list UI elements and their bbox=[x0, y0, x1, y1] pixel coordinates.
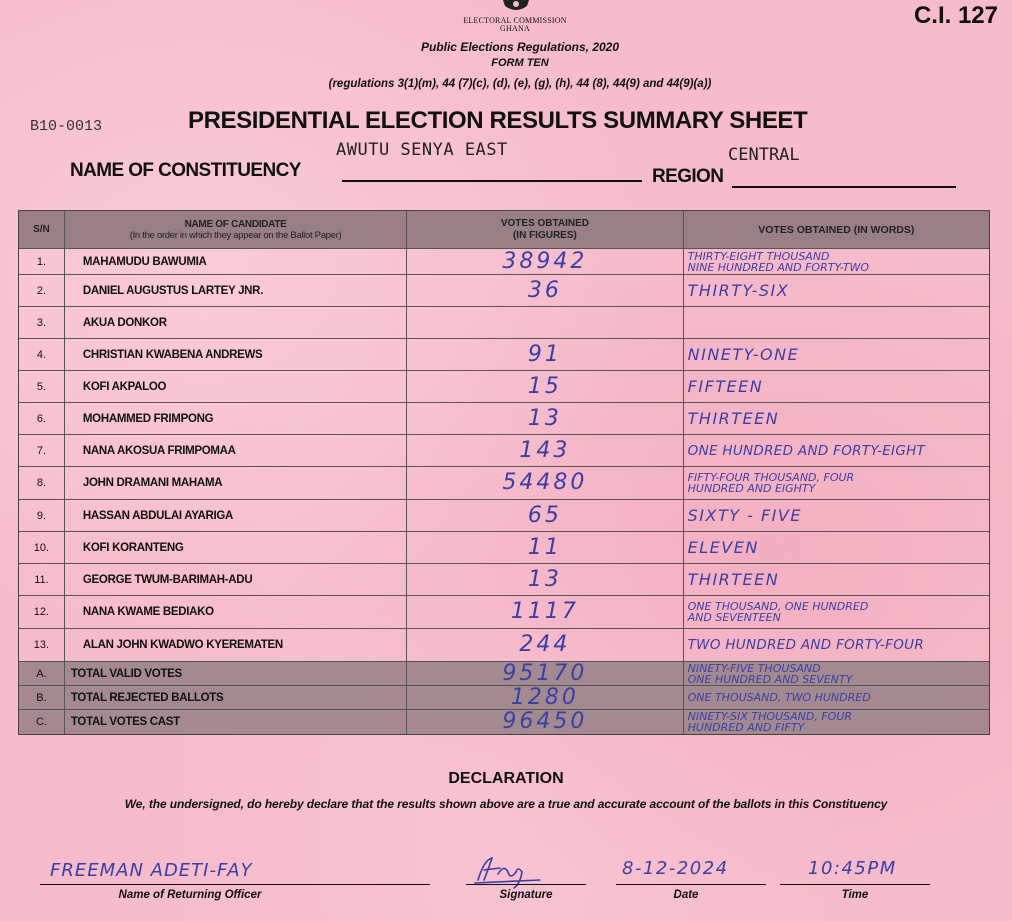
votes-figures-value: 91 bbox=[527, 341, 562, 367]
candidate-header-note: (In the order in which they appear on the Ballot Paper) bbox=[129, 229, 342, 241]
coat-of-arms-icon bbox=[499, 0, 533, 14]
total-label: TOTAL REJECTED BALLOTS bbox=[65, 686, 407, 709]
candidate-name: JOHN DRAMANI MAHAMA bbox=[65, 467, 407, 499]
ci-number: C.I. 127 bbox=[913, 2, 998, 29]
row-number: 7. bbox=[19, 435, 65, 466]
votes-words-line1: ONE THOUSAND, ONE HUNDRED bbox=[687, 600, 869, 613]
region-underline bbox=[732, 186, 956, 188]
votes-figures-value: 15 bbox=[527, 373, 562, 399]
table-body bbox=[19, 249, 989, 661]
row-number: 4. bbox=[19, 339, 65, 370]
votes-words-line2: HUNDRED AND FIFTY bbox=[687, 721, 805, 734]
votes-words-line1: NINETY-SIX THOUSAND, FOUR bbox=[687, 710, 853, 723]
date-line bbox=[616, 884, 766, 885]
votes-words bbox=[684, 662, 989, 685]
row-number: C. bbox=[19, 710, 65, 734]
votes-figures bbox=[407, 662, 683, 685]
constituency-underline bbox=[342, 180, 642, 182]
table-row bbox=[19, 564, 989, 596]
votes-words-line2: AND SEVENTEEN bbox=[687, 611, 781, 624]
votes-words bbox=[684, 564, 989, 595]
table-row bbox=[19, 467, 989, 500]
votes-words-line1: SIXTY - FIVE bbox=[687, 505, 802, 525]
total-label: TOTAL VOTES CAST bbox=[65, 710, 407, 734]
votes-words bbox=[684, 371, 989, 402]
candidate-name: AKUA DONKOR bbox=[65, 307, 407, 338]
returning-officer-label: Name of Returning Officer bbox=[118, 889, 262, 901]
candidate-name: MAHAMUDU BAWUMIA bbox=[65, 249, 407, 274]
candidate-name: HASSAN ABDULAI AYARIGA bbox=[65, 500, 407, 531]
country-label: GHANA bbox=[500, 24, 530, 33]
votes-figures bbox=[407, 249, 683, 274]
votes-words bbox=[684, 629, 989, 661]
table-row bbox=[19, 403, 989, 435]
votes-words-line1: ONE HUNDRED AND FORTY-EIGHT bbox=[687, 442, 926, 459]
results-table bbox=[18, 210, 990, 735]
figures-header-line2: (IN FIGURES) bbox=[512, 229, 577, 241]
time-line bbox=[780, 884, 930, 885]
table-row bbox=[19, 629, 989, 661]
region-field: CENTRAL bbox=[728, 145, 800, 165]
votes-words bbox=[684, 403, 989, 434]
table-row bbox=[19, 500, 989, 532]
row-number: 1. bbox=[19, 249, 65, 274]
votes-figures-value: 1117 bbox=[510, 599, 579, 624]
votes-figures bbox=[407, 467, 683, 499]
table-row bbox=[19, 371, 989, 403]
signature-label: Signature bbox=[499, 889, 553, 901]
votes-figures-value: 13 bbox=[527, 566, 562, 592]
votes-words-line1: THIRTEEN bbox=[687, 569, 780, 589]
votes-words-line2: HUNDRED AND EIGHTY bbox=[687, 482, 816, 495]
votes-words-line1: THIRTEEN bbox=[687, 408, 780, 428]
votes-figures bbox=[407, 629, 683, 661]
row-number: 12. bbox=[19, 596, 65, 628]
row-number: 13. bbox=[19, 629, 65, 661]
votes-words bbox=[684, 500, 989, 531]
votes-figures bbox=[407, 339, 683, 370]
votes-words bbox=[684, 532, 989, 563]
row-number: B. bbox=[19, 686, 65, 709]
votes-figures bbox=[407, 710, 683, 734]
votes-words-line1: THIRTY-EIGHT THOUSAND bbox=[687, 249, 830, 263]
signature-line bbox=[466, 884, 586, 885]
row-number: 2. bbox=[19, 275, 65, 306]
date-label: Date bbox=[673, 889, 699, 901]
votes-words-line1: NINETY-ONE bbox=[687, 344, 800, 364]
votes-figures bbox=[407, 532, 683, 563]
candidate-name: KOFI AKPALOO bbox=[65, 371, 407, 402]
votes-figures bbox=[407, 435, 683, 466]
candidate-name: KOFI KORANTENG bbox=[65, 532, 407, 563]
candidate-name: NANA AKOSUA FRIMPOMAA bbox=[65, 435, 407, 466]
table-row bbox=[19, 435, 989, 467]
table-row bbox=[19, 596, 989, 629]
votes-words bbox=[684, 339, 989, 370]
votes-words-line1: FIFTY-FOUR THOUSAND, FOUR bbox=[687, 471, 855, 484]
row-number: A. bbox=[19, 662, 65, 685]
form-number: FORM TEN bbox=[491, 57, 549, 69]
votes-words-line1: ELEVEN bbox=[687, 537, 759, 557]
votes-words-line1: FIFTEEN bbox=[687, 376, 764, 396]
row-number: 10. bbox=[19, 532, 65, 563]
votes-figures-value: 143 bbox=[519, 437, 571, 463]
votes-figures-value: 95170 bbox=[502, 660, 588, 686]
votes-words bbox=[684, 275, 989, 306]
votes-words-line1: THIRTY-SIX bbox=[687, 280, 790, 300]
column-header-candidate bbox=[65, 211, 407, 248]
votes-figures bbox=[407, 275, 683, 306]
constituency-field: AWUTU SENYA EAST bbox=[336, 140, 508, 160]
table-totals bbox=[19, 661, 989, 734]
table-row bbox=[19, 307, 989, 339]
constituency-label: NAME OF CONSTITUENCY bbox=[70, 160, 301, 181]
votes-figures bbox=[407, 307, 683, 338]
votes-figures-value: 11 bbox=[527, 534, 562, 560]
votes-words-line1: TWO HUNDRED AND FORTY-FOUR bbox=[687, 637, 925, 653]
column-header-words: VOTES OBTAINED (IN WORDS) bbox=[758, 223, 915, 236]
regulations-title: Public Elections Regulations, 2020 bbox=[420, 40, 620, 54]
votes-words bbox=[684, 249, 989, 274]
table-row bbox=[19, 275, 989, 307]
column-header-sn: S/N bbox=[19, 211, 65, 248]
declaration-text: We, the undersigned, do hereby declare that the results shown above are a true and accurate account of the ballots in this Constituency bbox=[124, 797, 888, 811]
candidate-name: ALAN JOHN KWADWO KYEREMATEN bbox=[65, 629, 407, 661]
total-row bbox=[19, 662, 989, 686]
candidate-name: MOHAMMED FRIMPONG bbox=[65, 403, 407, 434]
votes-figures-value: 65 bbox=[527, 502, 562, 528]
column-header-figures bbox=[407, 211, 683, 248]
regulations-reference: (regulations 3(1)(m), 44 (7)(c), (d), (e), (g), (h), 44 (8), 44(9) and 44(9)(a)) bbox=[328, 78, 712, 90]
votes-figures bbox=[407, 564, 683, 595]
candidate-name: CHRISTIAN KWABENA ANDREWS bbox=[65, 339, 407, 370]
region-label: REGION bbox=[652, 166, 724, 187]
votes-figures-value: 244 bbox=[519, 632, 571, 657]
votes-figures-value: 38942 bbox=[502, 248, 588, 274]
page-title: PRESIDENTIAL ELECTION RESULTS SUMMARY SHEET bbox=[188, 107, 808, 134]
table-row bbox=[19, 249, 989, 275]
returning-officer-name: FREEMAN ADETI-FAY bbox=[50, 860, 253, 881]
row-number: 6. bbox=[19, 403, 65, 434]
candidate-header-label: NAME OF CANDIDATE bbox=[184, 218, 287, 230]
table-row bbox=[19, 339, 989, 371]
votes-figures-value: 1280 bbox=[510, 684, 579, 710]
votes-words bbox=[684, 686, 989, 709]
votes-figures-value: 13 bbox=[527, 405, 562, 431]
votes-words bbox=[684, 467, 989, 499]
row-number: 3. bbox=[19, 307, 65, 338]
row-number: 11. bbox=[19, 564, 65, 595]
commission-name bbox=[420, 17, 610, 33]
votes-figures bbox=[407, 686, 683, 709]
row-number: 9. bbox=[19, 500, 65, 531]
votes-figures-value: 54480 bbox=[502, 470, 588, 495]
votes-words bbox=[684, 307, 989, 338]
row-number: 8. bbox=[19, 467, 65, 499]
total-label: TOTAL VALID VOTES bbox=[65, 662, 407, 685]
table-header bbox=[19, 211, 989, 249]
time-field: 10:45PM bbox=[808, 858, 897, 879]
votes-words bbox=[684, 710, 989, 734]
votes-figures-value: 36 bbox=[527, 277, 562, 303]
table-row bbox=[19, 532, 989, 564]
candidate-name: DANIEL AUGUSTUS LARTEY JNR. bbox=[65, 275, 407, 306]
date-field: 8-12-2024 bbox=[622, 858, 729, 879]
votes-figures bbox=[407, 403, 683, 434]
votes-words-line2: ONE HUNDRED AND SEVENTY bbox=[687, 672, 853, 686]
candidate-name: GEORGE TWUM-BARIMAH-ADU bbox=[65, 564, 407, 595]
candidate-name: NANA KWAME BEDIAKO bbox=[65, 596, 407, 628]
returning-officer-line bbox=[40, 884, 430, 885]
form-code: B10-0013 bbox=[30, 118, 103, 135]
votes-figures-value: 96450 bbox=[502, 709, 588, 734]
commission-label: ELECTORAL COMMISSION bbox=[463, 16, 567, 25]
time-label: Time bbox=[841, 889, 869, 901]
votes-words-line1: ONE THOUSAND, TWO HUNDRED bbox=[687, 691, 871, 704]
declaration-title: DECLARATION bbox=[448, 770, 564, 787]
row-number: 5. bbox=[19, 371, 65, 402]
votes-words bbox=[684, 435, 989, 466]
votes-words-line1: NINETY-FIVE THOUSAND bbox=[687, 661, 821, 675]
votes-figures bbox=[407, 596, 683, 628]
votes-words-line2: NINE HUNDRED AND FORTY-TWO bbox=[687, 260, 870, 274]
votes-figures bbox=[407, 500, 683, 531]
votes-figures bbox=[407, 371, 683, 402]
figures-header-line1: VOTES OBTAINED bbox=[500, 217, 589, 229]
total-row bbox=[19, 686, 989, 710]
votes-words bbox=[684, 596, 989, 628]
total-row bbox=[19, 710, 989, 734]
